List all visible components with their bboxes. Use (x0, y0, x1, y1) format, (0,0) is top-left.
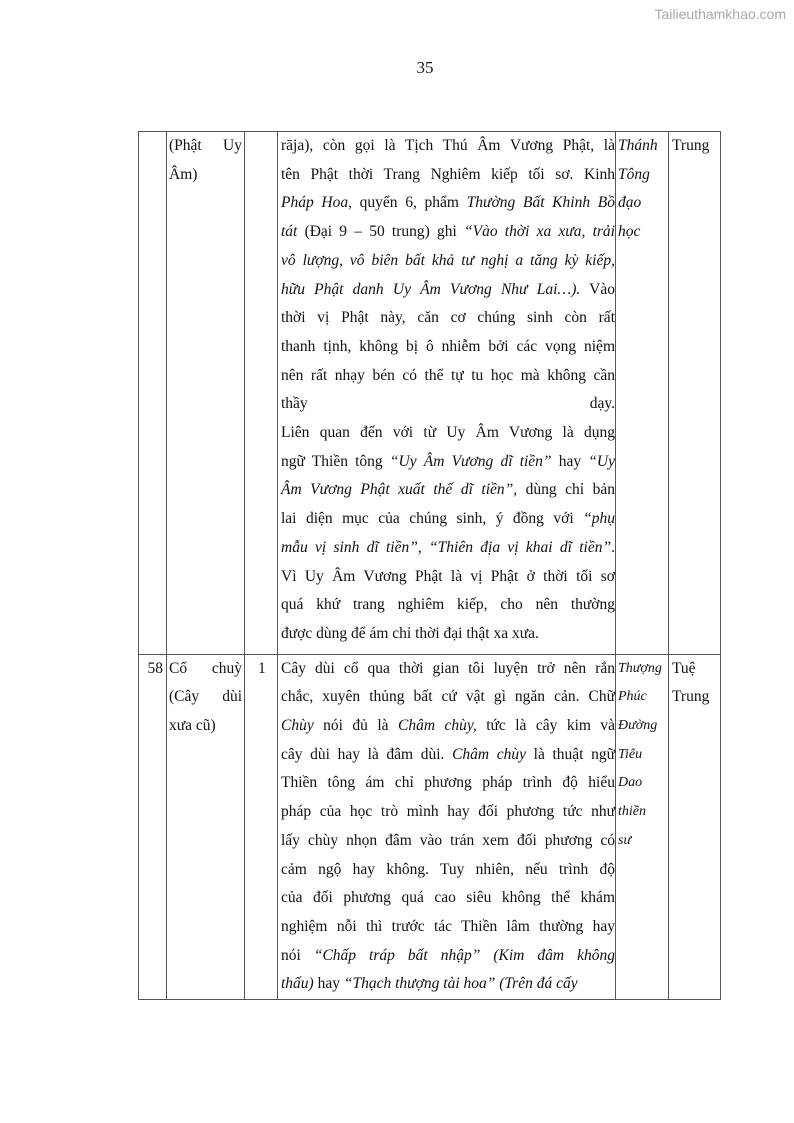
source-line: Thượng (618, 660, 662, 676)
source-line: Tông (618, 165, 650, 183)
description-line (278, 390, 615, 419)
source-cell (616, 654, 669, 999)
description-line (278, 769, 615, 798)
text-segment: “Chấp tráp bất nhập” (Kim đâm không (313, 946, 615, 964)
text-segment: lai diện mục của chúng sinh, ý đồng với (281, 510, 584, 528)
term-line: (Cây dùi (169, 688, 242, 706)
watermark: Tailieuthamkhao.com (654, 6, 786, 22)
text-segment: quá khứ trang nghiêm kiếp, cho nên thường (281, 596, 615, 614)
text-segment: tên Phật thời Trang Nghiêm kiếp tối sơ. Kinh (281, 165, 615, 183)
count-cell (245, 132, 278, 655)
description-cell (278, 132, 616, 655)
description-line (278, 534, 615, 563)
category-cell (669, 654, 721, 999)
source-line: Phúc (618, 689, 647, 705)
term-cell (167, 654, 245, 999)
source-line: Thánh (618, 137, 658, 154)
text-segment: “Uy Âm Vương dĩ tiền” (389, 452, 552, 470)
source-line: học (618, 223, 641, 241)
source-line: đạo (618, 194, 642, 212)
description-line (278, 942, 615, 971)
source-line: sư (618, 832, 632, 848)
text-segment: Cây dùi cổ qua thời gian tôi luyện trở nên rắn (281, 659, 615, 677)
text-segment: nên rất nhạy bén có thể tự tu học mà không cần (281, 366, 615, 384)
description-line (278, 856, 615, 885)
text-segment: “phụ (583, 510, 615, 528)
count-cell (245, 654, 278, 999)
text-segment: pháp của học trò mình hay đối phương tức như (281, 803, 615, 821)
description-line (278, 970, 615, 999)
description-line (278, 304, 615, 333)
text-segment: Vì Uy Âm Vương Phật là vị Phật ở thời tối sơ (281, 567, 615, 585)
text-segment: Liên quan đến với từ Uy Âm Vương là dụng (281, 424, 615, 442)
description-line (278, 505, 615, 534)
text-segment: Âm Vương Phật xuất thế dĩ tiền”, (281, 481, 518, 499)
text-segment: Thiền tông ám chỉ phương pháp trình độ hiểu (281, 774, 615, 792)
text-segment: tức là cây kim và (476, 717, 616, 735)
description-line (278, 276, 615, 305)
text-segment: lấy chùy nhọn đâm vào trán xem đối phương có (281, 831, 615, 849)
text-segment: thầy dạy. (281, 395, 615, 413)
entry-number-cell (139, 654, 167, 999)
description-line (278, 419, 615, 448)
description-line (278, 913, 615, 942)
text-segment: nói đủ là (313, 717, 398, 735)
text-segment: Pháp Hoa (281, 194, 349, 212)
description-line (278, 218, 615, 247)
table-row (139, 654, 721, 999)
description-cell (278, 654, 616, 999)
category-line: Tuệ (672, 659, 696, 677)
text-segment: Chùy (281, 717, 314, 735)
text-segment: rāja), còn gọi là Tịch Thú Âm Vương Phật, là (281, 137, 615, 154)
term-line: Âm) (169, 165, 198, 183)
description-line (278, 247, 615, 276)
description-line (278, 798, 615, 827)
description-line (278, 333, 615, 362)
text-segment: thời vị Phật này, căn cơ chúng sinh còn rất (281, 309, 615, 327)
description-line (278, 563, 615, 592)
text-segment: hay (313, 975, 344, 993)
terms-table (138, 131, 721, 1000)
term-cell (167, 132, 245, 655)
source-cell (616, 132, 669, 655)
page-number: 35 (416, 58, 434, 77)
description-line (278, 132, 615, 161)
text-segment: được dùng để ám chỉ thời đại thật xa xưa. (281, 624, 539, 642)
text-segment: tát (281, 223, 298, 241)
text-segment: Vào (580, 280, 615, 298)
text-segment: của đối phương quá cao siêu không thể khám (281, 889, 615, 907)
text-segment: hữu Phật danh Uy Âm Vương Như Lai…). (281, 280, 581, 298)
text-segment: thấu) (281, 975, 314, 993)
description-line (278, 476, 615, 505)
text-segment: “Thạch thượng tài hoa” (Trên đá cấy (343, 975, 578, 993)
text-segment: nghiệm nỗi thì trước tác Thiền lâm thường hay (281, 917, 615, 935)
text-segment: là thuật ngữ (526, 745, 616, 763)
description-line (278, 620, 615, 649)
description-line (278, 741, 615, 770)
source-line: Tiêu (618, 746, 643, 762)
text-segment: hay (551, 452, 589, 470)
description-line (278, 683, 615, 712)
entry-number-cell (139, 132, 167, 655)
source-line: Đường (618, 718, 658, 734)
text-segment: nói (281, 946, 314, 964)
text-segment: dùng chỉ bản (517, 481, 615, 499)
text-segment: . (611, 538, 615, 556)
description-line (278, 591, 615, 620)
description-line (278, 827, 615, 856)
category-cell (669, 132, 721, 655)
count-value: 1 (258, 659, 266, 677)
table-row (139, 132, 721, 655)
text-segment: thanh tịnh, không bị ô nhiễm bởi các vọng niệm (281, 337, 615, 355)
entry-number (163, 137, 166, 154)
term-line: Cổ chuỳ (169, 659, 242, 677)
text-segment: , quyển 6, phẩm (348, 194, 467, 212)
description-line (278, 448, 615, 477)
description-line (278, 161, 615, 190)
text-segment: chắc, xuyên thủng bất cứ vật gì ngăn cản. Chữ (281, 688, 615, 706)
entry-number: 58 (147, 659, 163, 677)
count-value (245, 137, 258, 154)
description-line (278, 655, 615, 684)
text-segment: ngữ Thiền tông (281, 452, 390, 470)
description-line (278, 884, 615, 913)
source-line: thiền (618, 804, 646, 820)
description-line (278, 712, 615, 741)
text-segment: Thường Bất Khinh Bồ (466, 194, 615, 212)
text-segment: cây dùi hay là đâm dùi. (281, 745, 453, 763)
description-line (278, 189, 615, 218)
term-line: xưa cũ) (169, 717, 216, 735)
text-segment: “Vào thời xa xưa, trải (463, 223, 615, 241)
category-line: Trung (672, 137, 710, 154)
text-segment: mẫu vị sinh dĩ tiền”, “Thiên địa vị khai dĩ tiền” (281, 538, 612, 556)
text-segment: cảm ngộ hay không. Tuy nhiên, nếu trình độ (281, 860, 615, 878)
text-segment: Châm chùy, (398, 717, 477, 735)
text-segment: “Uy (588, 452, 615, 470)
text-segment: vô lượng, vô biên bất khả tư nghị a tăng kỳ kiếp, (281, 251, 615, 269)
text-segment: (Đại 9 – 50 trung) ghi (297, 223, 464, 241)
category-line: Trung (672, 688, 710, 706)
text-segment: Châm chùy (452, 745, 527, 763)
source-line: Dao (618, 775, 643, 791)
term-line: (Phật Uy (169, 137, 242, 154)
description-line (278, 362, 615, 391)
